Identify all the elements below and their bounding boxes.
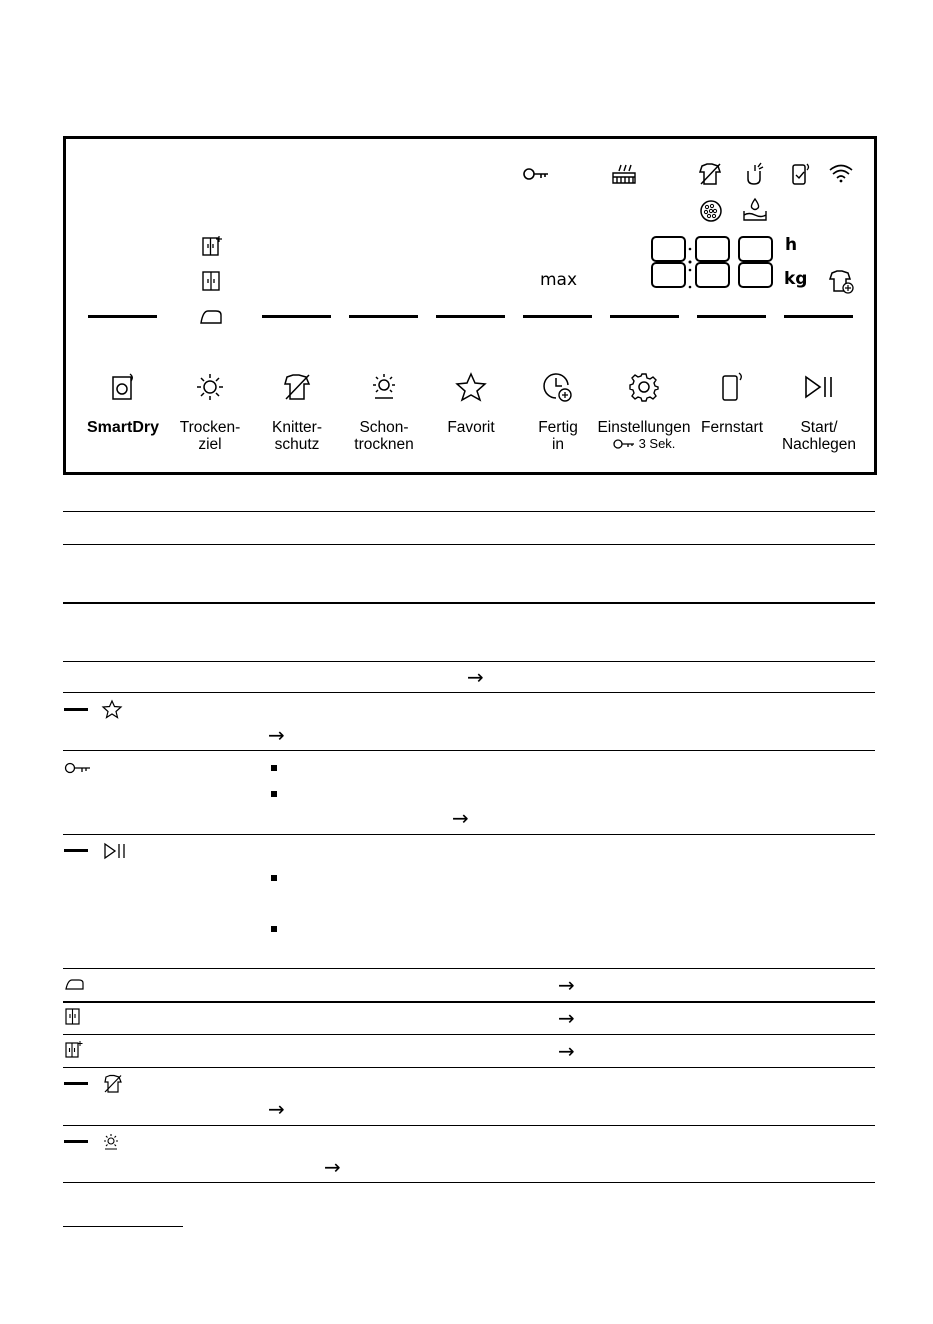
indicator-bar: [349, 315, 418, 318]
start-pause-label: Start/ Nachlegen: [781, 419, 857, 453]
time-display: [650, 235, 775, 290]
reference-arrow: →: [558, 1006, 575, 1030]
play-pause-icon: [803, 374, 835, 400]
table-rule: [63, 661, 875, 662]
indicator-bar: [88, 315, 157, 318]
reference-arrow: →: [324, 1155, 341, 1179]
key-icon: [523, 167, 549, 181]
control-panel: [63, 136, 877, 475]
anti-crease-button[interactable]: [252, 367, 342, 453]
steam-icon: [611, 163, 637, 185]
table-rule: [63, 544, 875, 545]
water-tank-icon: [742, 197, 768, 223]
clock-plus-icon: [542, 371, 574, 403]
iron-dry-icon: [65, 978, 85, 991]
star-icon: [455, 372, 487, 402]
hand-icon: [744, 161, 766, 187]
kg-unit: kg: [784, 269, 808, 289]
indicator-bar: [523, 315, 592, 318]
cupboard-dry-plus-icon: [202, 235, 222, 257]
indicator-bar: [784, 315, 853, 318]
wifi-icon: [828, 163, 854, 183]
indicator-bar: [64, 1082, 88, 1085]
dry-target-label: Trocken- ziel: [179, 419, 241, 453]
iron-dry-icon: [199, 309, 223, 325]
table-rule: [63, 834, 875, 835]
remote-start-button[interactable]: [687, 367, 777, 436]
list-bullet: [271, 765, 277, 771]
gentle-dry-label: Schon- trocknen: [354, 419, 414, 453]
list-bullet: [271, 791, 277, 797]
indicator-bar: [64, 708, 88, 711]
table-rule: [63, 750, 875, 751]
indicator-bar: [262, 315, 331, 318]
table-rule: [63, 1034, 875, 1035]
remote-start-label: Fernstart: [700, 419, 763, 436]
finish-in-label: Fertig in: [538, 419, 578, 453]
indicator-bar: [697, 315, 766, 318]
star-icon: [102, 700, 122, 718]
favorite-button[interactable]: [426, 367, 516, 436]
favorite-label: Favorit: [447, 419, 495, 436]
gentle-sun-icon: [102, 1133, 120, 1151]
reference-arrow: →: [467, 665, 484, 689]
phone-icon: [720, 371, 744, 403]
cupboard-dry-icon: [65, 1008, 81, 1026]
footnote-separator: [63, 1226, 183, 1227]
shirt-load-icon: [828, 269, 856, 295]
cupboard-dry-plus-icon: [65, 1040, 83, 1059]
max-indicator: max: [540, 270, 578, 290]
table-rule: [63, 1125, 875, 1126]
table-rule: [63, 968, 875, 969]
indicator-bar: [64, 849, 88, 852]
key-icon: [65, 762, 91, 774]
anti-crease-icon: [103, 1074, 123, 1094]
dry-target-button[interactable]: [165, 367, 255, 453]
remote-phone-icon: [790, 161, 812, 187]
list-bullet: [271, 875, 277, 881]
reference-arrow: →: [268, 1097, 285, 1121]
indicator-bar: [64, 1140, 88, 1143]
settings-hold-time: 3 Sek.: [638, 436, 676, 451]
indicator-bar: [436, 315, 505, 318]
reference-arrow: →: [558, 1039, 575, 1063]
smartdry-button[interactable]: [78, 367, 168, 436]
crease-shirt-icon: [282, 372, 312, 402]
table-rule: [63, 692, 875, 693]
settings-label: Einstellungen: [597, 419, 691, 436]
finish-in-button[interactable]: [513, 367, 603, 453]
table-rule: [63, 1067, 875, 1068]
hours-unit: h: [785, 235, 798, 255]
gentle-dry-button[interactable]: [339, 367, 429, 453]
cupboard-dry-icon: [202, 270, 222, 292]
reference-arrow: →: [268, 723, 285, 747]
sun-icon: [195, 372, 225, 402]
smartdry-icon: [110, 372, 136, 402]
key-icon: [613, 439, 635, 449]
table-rule: [63, 1001, 875, 1003]
table-rule: [63, 511, 875, 512]
play-pause-icon: [103, 842, 127, 860]
settings-button[interactable]: [596, 367, 692, 451]
indicator-bar: [610, 315, 679, 318]
reference-arrow: →: [558, 973, 575, 997]
start-pause-button[interactable]: [774, 367, 864, 453]
list-bullet: [271, 926, 277, 932]
reference-arrow: →: [452, 806, 469, 830]
smartdry-label: SmartDry: [86, 419, 160, 436]
settings-hold-hint: [596, 436, 692, 451]
table-rule: [63, 1182, 875, 1183]
anti-crease-label: Knitter- schutz: [272, 419, 322, 453]
filter-icon: [699, 199, 723, 223]
gentle-sun-icon: [369, 372, 399, 402]
gear-icon: [628, 371, 660, 403]
anti-crease-icon: [698, 162, 722, 186]
table-rule: [63, 602, 875, 604]
